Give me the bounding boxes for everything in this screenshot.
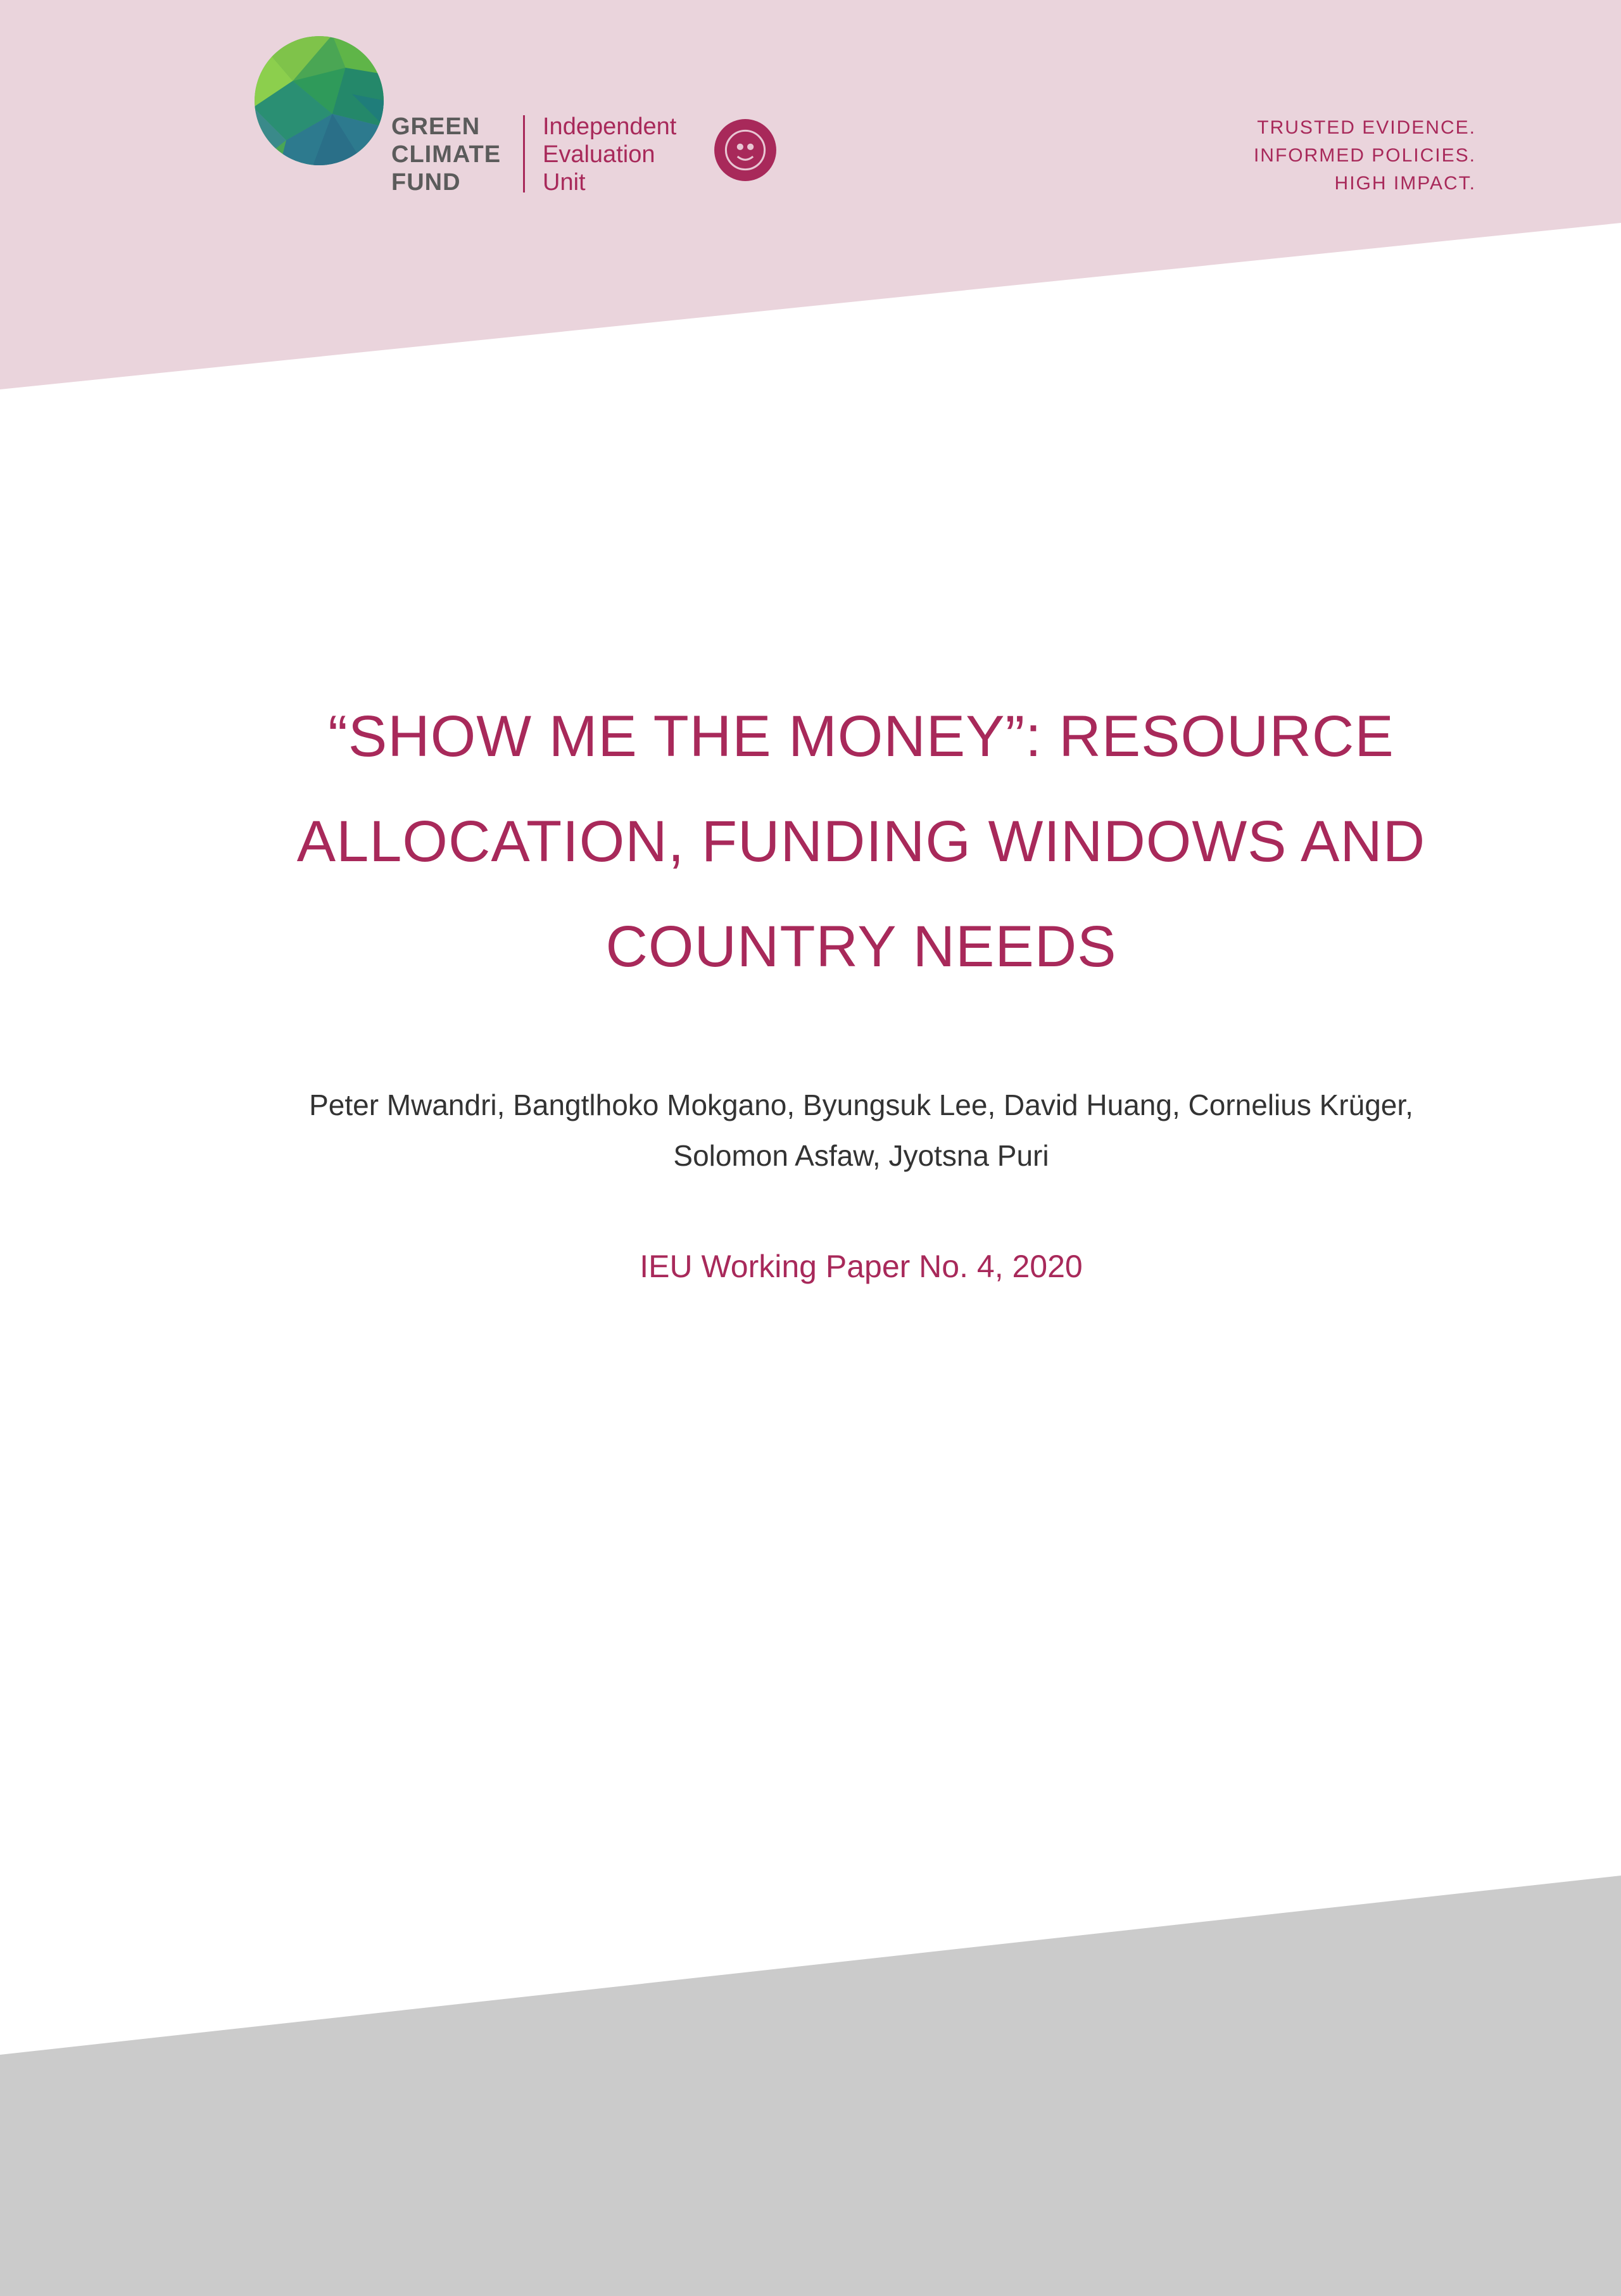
ieu-line-unit: Unit <box>543 169 586 196</box>
seal-icon <box>713 118 778 182</box>
gcf-line-fund: FUND <box>391 169 461 196</box>
tagline-line-1: TRUSTED EVIDENCE. <box>1257 117 1476 138</box>
ieu-wordmark <box>543 113 676 196</box>
gcf-wordmark <box>391 113 501 196</box>
footer-band <box>0 1876 1621 2296</box>
gcf-line-climate: CLIMATE <box>391 141 501 168</box>
tagline-line-2: INFORMED POLICIES. <box>1253 145 1476 166</box>
document-title <box>209 684 1513 999</box>
tagline-line-3: HIGH IMPACT. <box>1334 173 1476 194</box>
gcf-line-green: GREEN <box>391 113 481 140</box>
ieu-line-evaluation: Evaluation <box>543 141 655 168</box>
tagline <box>1254 114 1476 198</box>
working-paper-label: IEU Working Paper No. 4, 2020 <box>640 1249 1083 1284</box>
ieu-line-independent: Independent <box>543 113 677 140</box>
authors-line-2: Solomon Asfaw, Jyotsna Puri <box>673 1139 1049 1172</box>
title-line-2: ALLOCATION, FUNDING WINDOWS AND <box>296 809 1426 874</box>
logo-divider <box>523 115 525 192</box>
title-line-3: COUNTRY NEEDS <box>605 914 1117 979</box>
authors-line-1: Peter Mwandri, Bangtlhoko Mokgano, Byungsuk Lee, David Huang, Cornelius Krüger, <box>309 1088 1413 1121</box>
title-line-1: “SHOW ME THE MONEY”: RESOURCE <box>328 704 1394 769</box>
globe-icon <box>253 35 385 167</box>
authors <box>209 1080 1513 1181</box>
